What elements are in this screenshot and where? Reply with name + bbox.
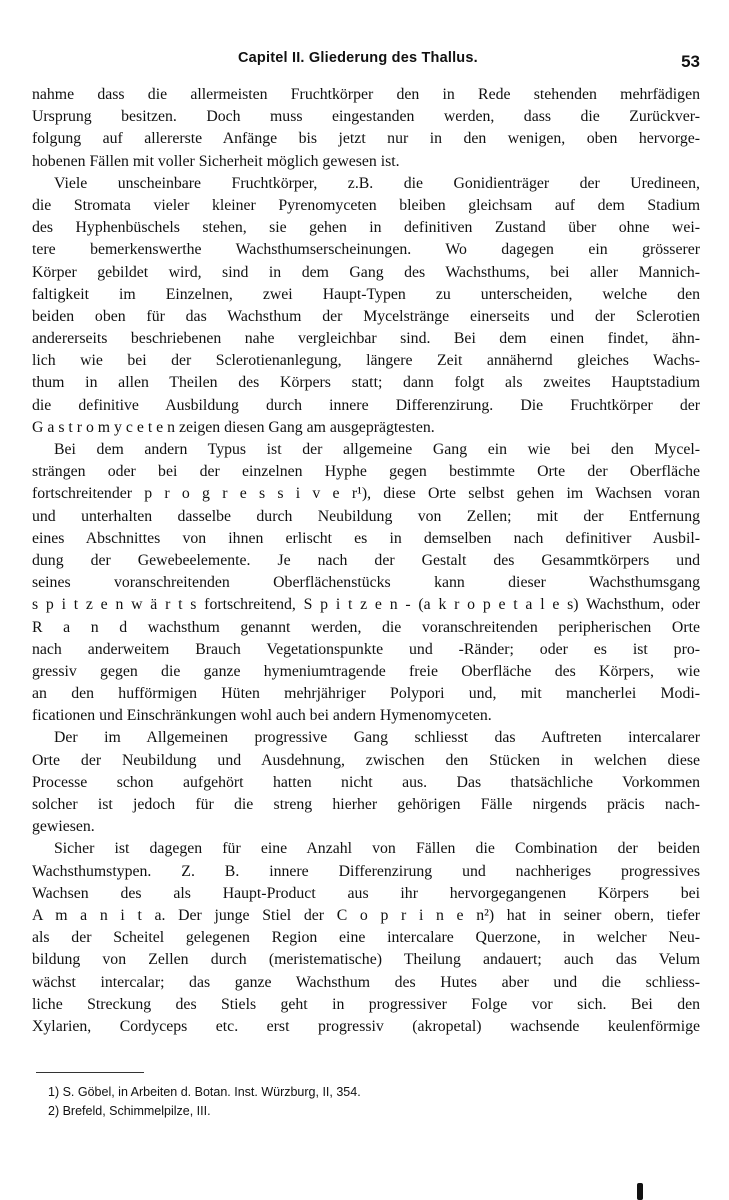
text-line: Der im Allgemeinen progressive Gang schliesst das Auftreten intercalarer	[54, 729, 700, 747]
text-line: Ursprung besitzen. Doch muss eingestanden werden, dass die Zurückver-	[32, 108, 700, 126]
text-line: die definitive Ausbildung durch innere Differenzirung. Die Fruchtkörper der	[32, 396, 700, 414]
text-line: tere bemerkenswerthe Wachsthumserscheinungen. Wo dagegen ein grösserer	[32, 241, 700, 259]
text-line: Körper gebildet wird, sind in dem Gang des Wachsthums, bei aller Mannich-	[32, 263, 700, 281]
text-line: nach anderweitem Brauch Vegetationspunkte und -Ränder; oder es ist pro-	[32, 640, 700, 658]
text-line: nahme dass die allermeisten Fruchtkörper den in Rede stehenden mehrfädigen	[32, 86, 700, 103]
text-line: liche Streckung des Stiels geht in progressiver Folge vor sich. Bei den	[32, 995, 700, 1013]
scan-mark	[637, 1183, 643, 1200]
text-line: an den hufförmigen Hüten mehrjähriger Polypori und, mit mancherlei Modi-	[32, 685, 700, 703]
text-line: Sicher ist dagegen für eine Anzahl von Fällen die Combination der beiden	[54, 840, 700, 858]
text-line: eines Abschnittes von ihnen erlischt es in demselben nach definitiver Ausbil-	[32, 529, 700, 547]
text-line: Wachsthumstypen. Z. B. innere Differenzirung und nachheriges progressives	[32, 862, 700, 880]
footnote-divider	[36, 1072, 144, 1073]
text-line: G a s t r o m y c e t e n zeigen diesen Gang am ausgeprägtesten.	[32, 418, 435, 436]
text-line: Xylarien, Cordyceps etc. erst progressiv (akropetal) wachsende keulenförmige	[32, 1017, 700, 1035]
text-line: seines voranschreitenden Oberflächenstücks kann dieser Wachsthumsgang	[32, 574, 700, 592]
text-line: Wachsen des als Haupt-Product aus ihr hervorgegangenen Körpers bei	[32, 884, 700, 902]
text-line: hobenen Fällen mit voller Sicherheit möglich gewesen ist.	[32, 152, 400, 170]
text-line: folgung auf allererste Anfänge bis jetzt nur in den wenigen, oben hervorge-	[32, 130, 700, 148]
text-line: die Stromata vieler kleiner Pyrenomyceten bleiben gleichsam auf dem Stadium	[32, 196, 700, 214]
text-line: wächst intercalar; das ganze Wachsthum des Hutes aber und die schliess-	[32, 973, 700, 991]
body-text	[32, 84, 700, 1038]
running-head	[28, 48, 700, 72]
text-line: gressiv gegen die ganze hymeniumtragende freie Oberfläche des Körpers, wie	[32, 662, 700, 680]
text-line: andererseits beschriebenen nahe vergleichbar sind. Bei dem einen findet, ähn-	[32, 330, 700, 348]
text-line: Orte der Neubildung und Ausdehnung, zwischen den Stücken in welchen diese	[32, 751, 700, 769]
footnote: 1) S. Göbel, in Arbeiten d. Botan. Inst. Würzburg, II, 354.	[48, 1085, 361, 1099]
footnotes	[48, 1083, 648, 1120]
text-line: und unterhalten dasselbe durch Neubildung von Zellen; mit der Entfernung	[32, 507, 700, 525]
text-line: Processe schon aufgehört hatten nicht aus. Das thatsächliche Vorkommen	[32, 773, 700, 791]
text-line: fortschreitender p r o g r e s s i v e r¹), diese Orte selbst gehen im Wachsen voran	[32, 485, 700, 503]
text-line: faltigkeit im Einzelnen, zwei Haupt-Typen zu unterscheiden, welche den	[32, 285, 700, 303]
footnote: 2) Brefeld, Schimmelpilze, III.	[48, 1103, 211, 1118]
text-line: R a n d wachsthum genannt werden, die voranschreitenden peripherischen Orte	[32, 618, 700, 636]
text-line: Bei dem andern Typus ist der allgemeine Gang ein wie bei den Mycel-	[54, 441, 700, 458]
text-line: A m a n i t a. Der junge Stiel der C o p r i n e n²) hat in seiner obern, tiefer	[32, 906, 700, 924]
text-line: lich wie bei der Sclerotienanlegung, längere Zeit annähernd gleiches Wachs-	[32, 352, 700, 370]
text-line: s p i t z e n w ä r t s fortschreitend, S p i t z e n - (a k r o p e t a l e s) Wachsthum, oder	[32, 596, 700, 614]
text-line: beiden oben für das Wachsthum der Mycelstränge einerseits und der Sclerotien	[32, 307, 700, 325]
text-line: des Hyphenbüschels stehen, sie gehen in definitiven Zustand über ohne wei-	[32, 219, 700, 237]
chapter-heading: Capitel II. Gliederung des Thallus.	[238, 50, 478, 66]
text-line: solcher ist jedoch für die streng hierher gehörigen Fälle nirgends präcis nach-	[32, 796, 700, 813]
text-line: ficationen und Einschränkungen wohl auch bei andern Hymenomyceten.	[32, 707, 492, 725]
text-line: gewiesen.	[32, 818, 95, 836]
text-line: bildung von Zellen durch (meristematische) Theilung andauert; auch das Velum	[32, 951, 700, 969]
text-line: strängen oder bei der einzelnen Hyphe gegen bestimmte Orte der Oberfläche	[32, 463, 700, 481]
text-line: Viele unscheinbare Fruchtkörper, z.B. die Gonidienträger der Uredineen,	[54, 174, 700, 192]
page-number: 53	[681, 52, 700, 71]
text-line: dung der Gewebeelemente. Je nach der Gestalt des Gesammtkörpers und	[32, 551, 700, 569]
text-line: thum in allen Theilen des Körpers statt; dann folgt als zweites Hauptstadium	[32, 374, 700, 392]
text-line: als der Scheitel gelegenen Region eine intercalare Querzone, in welcher Neu-	[32, 929, 700, 947]
